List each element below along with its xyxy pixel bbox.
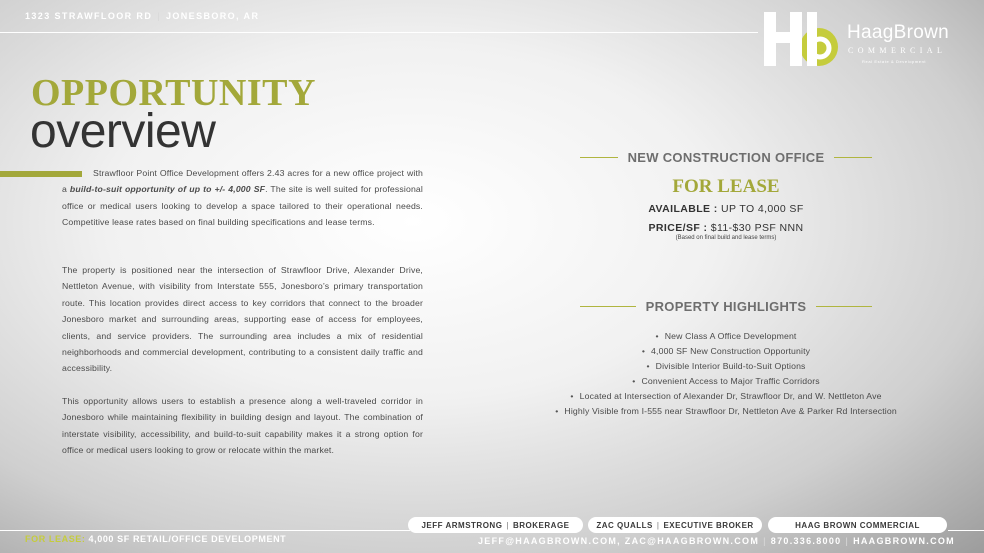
footer-lease-label: FOR LEASE: [25, 534, 86, 544]
header-divider [0, 32, 758, 33]
list-item: • Highly Visible from I-555 near Strawfloor Dr, Nettleton Ave & Parker Rd Intersection [528, 404, 924, 419]
price-value: $11-$30 PSF NNN [710, 222, 804, 234]
heading-rule-left [580, 306, 636, 308]
list-item: • New Class A Office Development [528, 329, 924, 344]
list-item: • Divisible Interior Build-to-Suit Options [528, 359, 924, 374]
address-separator: | [157, 11, 161, 21]
highlights-heading-text: PROPERTY HIGHLIGHTS [645, 299, 807, 314]
highlights-list [528, 329, 924, 419]
highlights-heading [580, 299, 872, 314]
agent2-name: ZAC QUALLS [596, 520, 653, 530]
paragraph-1-highlight: build-to-suit opportunity of up to +/- 4,000 SF [69, 184, 266, 195]
price-note: (Based on final build and lease terms) [675, 235, 777, 241]
property-address [25, 11, 259, 21]
footer-divider-right [948, 530, 984, 531]
offer-heading-text: NEW CONSTRUCTION OFFICE [627, 150, 825, 165]
offer-heading [580, 150, 872, 165]
list-item: • Located at Intersection of Alexander Dr, Strawfloor Dr, and W. Nettleton Ave [528, 389, 924, 404]
contact-website: HAAGBROWN.COM [853, 536, 955, 546]
available-label: AVAILABLE : [648, 203, 718, 215]
agent1-role: BROKERAGE [513, 520, 570, 530]
pill-separator: | [656, 520, 660, 530]
description-paragraph-1 [62, 165, 423, 231]
pill-separator: | [506, 520, 509, 530]
price-label: PRICE/SF : [648, 222, 708, 234]
contact-separator: | [763, 536, 767, 546]
company-pill [768, 517, 947, 533]
contact-emails: JEFF@HAAGBROWN.COM, ZAC@HAAGBROWN.COM [478, 536, 760, 546]
available-value: UP TO 4,000 SF [721, 203, 804, 215]
list-item: • Convenient Access to Major Traffic Corridors [528, 374, 924, 389]
logo-name: HaagBrown [847, 22, 949, 43]
address-street: 1323 STRAWFLOOR RD [25, 11, 153, 21]
list-item: • 4,000 SF New Construction Opportunity [528, 344, 924, 359]
paragraph-1-text-b: . The site is well suited for professional office or medical users looking to develop a space tailored to their operational needs. Competitive lease rates based on final building specifications and lease terms. [62, 184, 423, 228]
haagbrown-logo [762, 10, 972, 68]
heading-rule-right [816, 306, 872, 308]
price-line [580, 222, 872, 234]
page-title-line1: OPPORTUNITY [31, 72, 316, 114]
for-lease-label: FOR LEASE [672, 176, 780, 197]
description-paragraph-3: This opportunity allows users to establish a presence along a well-traveled corridor in Jonesboro while maintaining flexibility in building design and layout. The combination of interstate visibility, accessibility, and build-to-suit capability makes it a strong option for office or medical users looking to grow or relocate within the market. [62, 396, 423, 456]
logo-subtitle: COMMERCIAL [848, 46, 947, 55]
company-name: HAAG BROWN COMMERCIAL [795, 520, 920, 530]
footer-lease-summary [25, 534, 286, 544]
description-paragraph-2: The property is positioned near the intersection of Strawfloor Drive, Alexander Drive, Nettleton Avenue, with visibility from Interstate 555, Jonesboro’s primary transportation route. This location provides direct access to key corridors that connect to the broader Jonesboro market and surrounding areas, supporting ease of access for employees, clients, and service providers. The surrounding area includes a mix of residential neighborhoods and commercial development, contributing to a consistent daily traffic and accessibility. [62, 265, 423, 374]
agent2-role: EXECUTIVE BROKER [663, 520, 754, 530]
agent-jeff-pill [408, 517, 583, 533]
available-line [580, 203, 872, 215]
paragraph-1-text-a: Strawfloor Point Office Development offers 2.43 acres for a new office project with a [62, 168, 423, 195]
address-city: JONESBORO, AR [165, 11, 260, 21]
footer-lease-text: 4,000 SF RETAIL/OFFICE DEVELOPMENT [88, 534, 287, 544]
page-title-line2: overview [30, 105, 216, 158]
agent1-name: JEFF ARMSTRONG [421, 520, 503, 530]
footer-divider-left [0, 530, 410, 531]
contact-phone: 870.336.8000 [770, 536, 842, 546]
heading-rule-right [834, 157, 872, 159]
contact-separator: | [845, 536, 850, 546]
contact-line [478, 536, 955, 546]
logo-tagline: Real Estate & Development [862, 59, 927, 64]
hb-logo-mark-icon [762, 10, 840, 68]
heading-rule-left [580, 157, 618, 159]
agent-zac-pill [588, 517, 762, 533]
